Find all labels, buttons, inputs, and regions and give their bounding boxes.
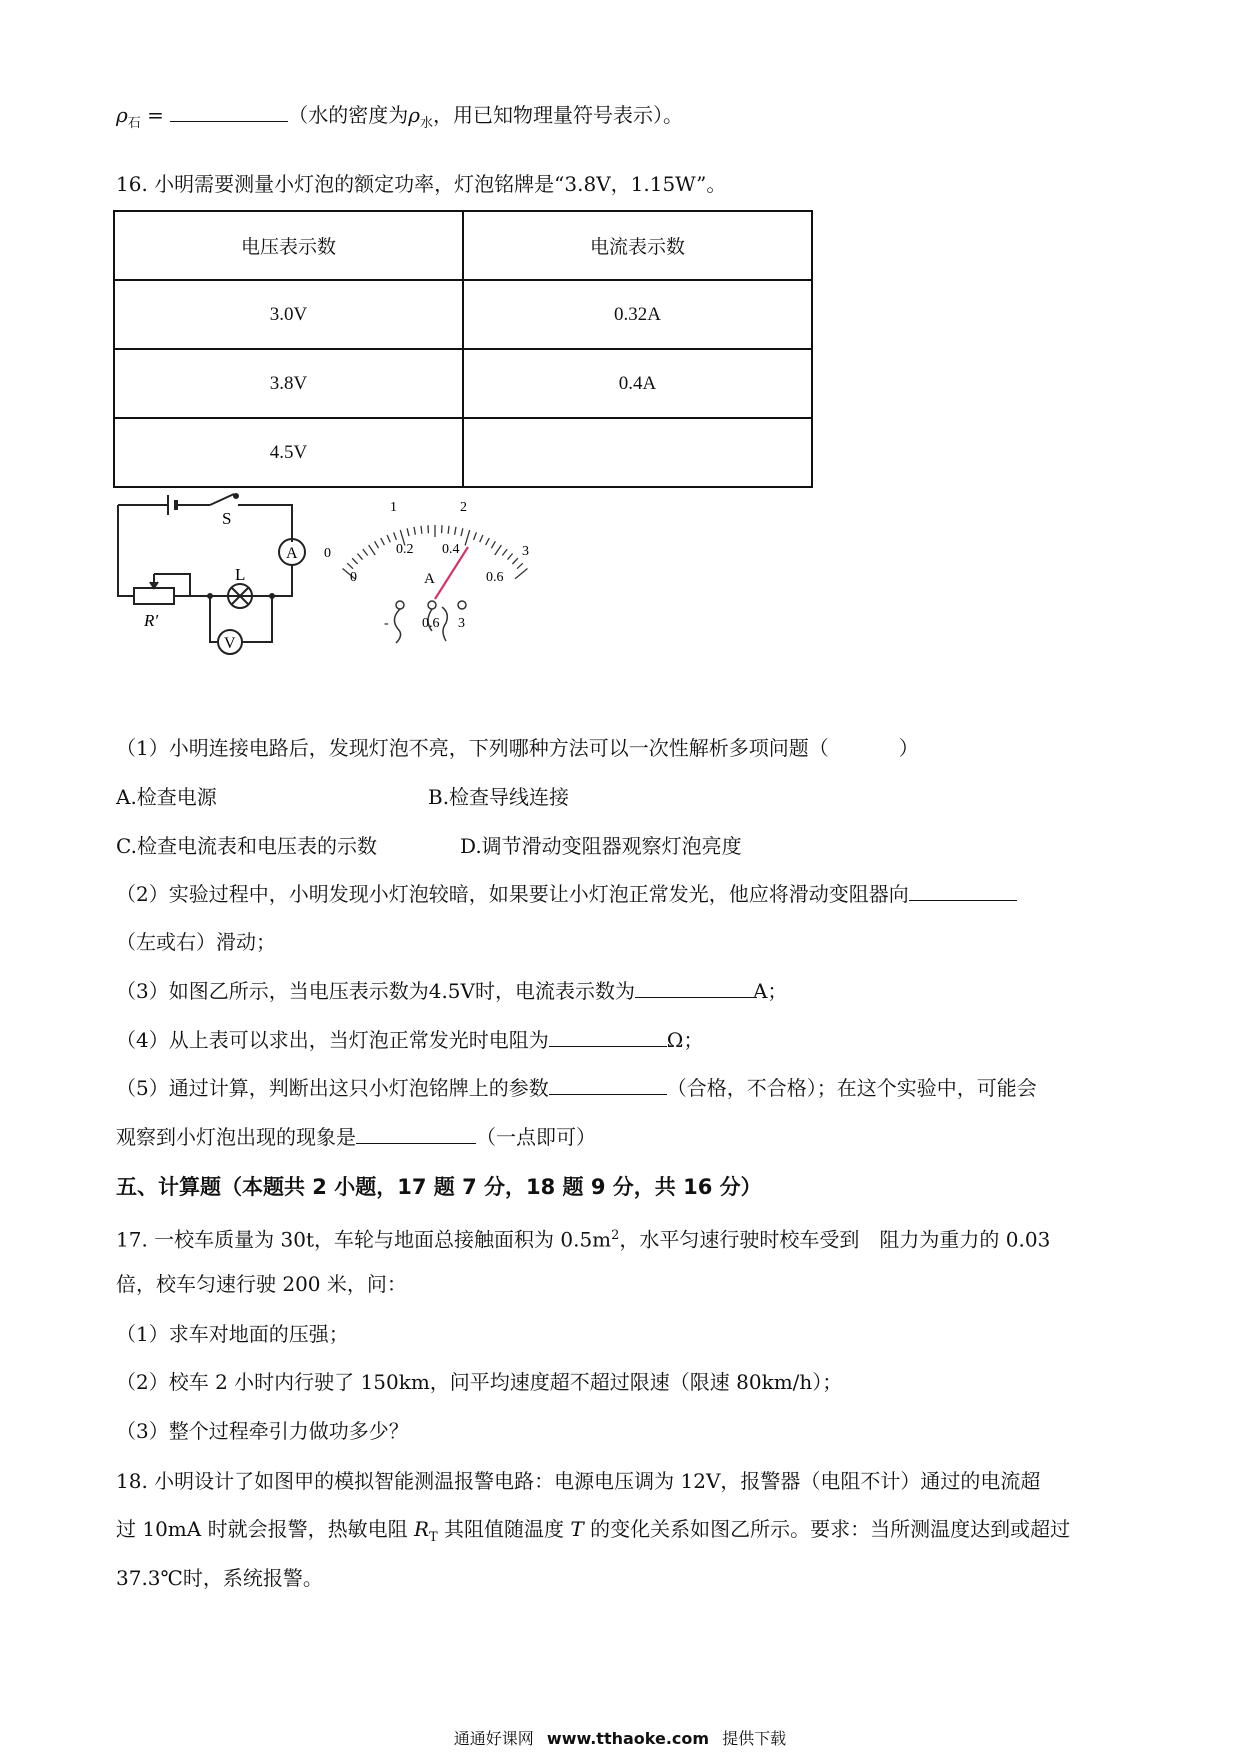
meter-tick [387,535,390,542]
meter-tick [394,532,397,540]
meter-tick [517,563,523,569]
meter-tick [480,535,483,542]
lamp-label: L [235,565,246,584]
q18-line1: 18. 小明设计了如图甲的模拟智能测温报警电路：电源电压调为 12V，报警器（电阻不计）通过的电流超 [116,1469,1041,1493]
q16-part5-text: （5）通过计算，判断出这只小灯泡铭牌上的参数 [116,1076,549,1100]
bottom-scale-0.6: 0.6 [486,570,504,585]
table-row [114,280,812,349]
q18-R-sub: T [429,1530,438,1545]
meter-tick [369,545,376,555]
meter-tick [512,558,518,564]
top-scale-0: 0 [324,546,331,561]
meter-tick [495,545,502,555]
meter-unit: A [424,571,435,587]
option-b: B.检查导线连接 [428,785,570,809]
circuit-diagram [110,490,310,665]
meter-tick [381,538,385,545]
rho-symbol: ρ [116,103,128,127]
terminal-0.6: 0.6 [422,616,440,631]
rho-water-symbol: ρ [408,103,421,127]
footer-url: www.tthaoke.com [546,1729,710,1748]
top-scale-2: 2 [460,500,467,515]
option-d: D.调节滑动变阻器观察灯泡亮度 [460,834,742,858]
meter-tick [474,532,477,540]
bottom-scale-0.2: 0.2 [396,542,414,557]
meter-tick [491,541,495,548]
q16-part1 [116,734,919,762]
q15-text2: ，用已知物理量符号表示）。 [433,103,684,127]
table-row [114,349,812,418]
table-header: 电流表示数 [463,211,812,280]
table-cell: 0.4A [463,349,812,418]
meter-tick [455,527,456,535]
q16-part4-text: （4）从上表可以求出，当灯泡正常发光时电阻为 [116,1028,549,1052]
footer-site: 通通好课网 [453,1729,534,1748]
q16-part1-end: ） [898,736,919,760]
q16-stem: 16. 小明需要测量小灯泡的额定功率，灯泡铭牌是“3.8V，1.15W”。 [116,172,727,196]
q18-text-c: 的变化关系如图乙所示。要求：当所测温度达到或超过 [583,1517,1071,1541]
option-c: C.检查电流表和电压表的示数 [116,834,377,858]
meter-tick [448,526,449,534]
q16-part5b-text: 观察到小灯泡出现的现象是 [116,1125,356,1149]
q17-sub3: （3）整个过程牵引力做功多少？ [116,1419,409,1443]
data-table [113,210,813,488]
q16-part3 [116,977,787,1005]
q16-part5 [116,1074,1037,1102]
answer-blank[interactable] [170,101,288,122]
meter-tick [347,563,353,569]
table-cell: 0.32A [463,280,812,349]
q18-line2 [116,1515,1070,1552]
q18-text-a: 过 10mA 时就会报警，热敏电阻 [116,1517,414,1541]
answer-blank[interactable] [356,1123,476,1144]
table-cell: 4.5V [114,418,463,487]
meter-tick [508,554,513,560]
table-cell: 3.8V [114,349,463,418]
terminal-minus: - [384,616,389,631]
meter-tick [465,530,470,545]
q15-answer-line [116,101,683,138]
terminal-3: 3 [458,616,465,631]
meter-tick [352,558,358,564]
q17-line2: 倍，校车匀速行驶 200 米，问： [116,1272,407,1296]
bottom-scale-0.4: 0.4 [442,542,460,557]
table-header: 电压表示数 [114,211,463,280]
q16-part5b [116,1123,596,1151]
q16-part3-end: A； [752,979,788,1003]
meter-tick [414,527,415,535]
page-footer [0,1726,1240,1749]
meter-tick [363,549,368,555]
section-heading: 五、计算题（本题共 2 小题，17 题 7 分，18 题 9 分，共 16 分） [116,1175,762,1199]
table-cell: 3.0V [114,280,463,349]
bottom-scale-0: 0 [350,570,357,585]
q17-superscript: 2 [611,1228,620,1243]
top-scale-1: 1 [390,500,397,515]
answer-blank[interactable] [549,1026,667,1047]
q16-part4-end: Ω； [666,1028,704,1052]
q16-part5b-end: （一点即可） [476,1125,596,1149]
switch-label: S [222,509,232,528]
q16-part3-text: （3）如图乙所示，当电压表示数为4.5V时，电流表示数为 [116,979,635,1003]
meter-tick [515,569,527,579]
table-row [114,418,812,487]
top-scale-3: 3 [522,544,529,559]
q16-part2 [116,880,1017,908]
q18-T: T [570,1517,584,1541]
ammeter-dial [320,495,550,650]
ammeter-label: A [286,545,298,562]
q16-part5-mid: （合格，不合格）；在这个实验中，可能会 [666,1076,1037,1100]
q18-text-b: 其阻值随温度 [437,1517,571,1541]
voltmeter-label: V [224,635,236,652]
meter-tick [375,541,379,548]
meter-tick [461,528,463,536]
q16-part2-text: （2）实验过程中，小明发现小灯泡较暗，如果要让小灯泡正常发光，他应将滑动变阻器向 [116,882,909,906]
answer-blank[interactable] [549,1074,667,1095]
q16-part1-text: （1）小明连接电路后，发现灯泡不亮，下列哪种方法可以一次性解析多项问题（ [116,736,829,760]
table-header-row [114,211,812,280]
table-cell [463,418,812,487]
q18-line3: 37.3℃时，系统报警。 [116,1566,323,1590]
q16-part4 [116,1026,703,1054]
meter-tick [421,526,422,534]
q17-line1 [116,1222,1050,1254]
q17-text-a: 17. 一校车质量为 30t，车轮与地面总接触面积为 0.5m [116,1227,612,1252]
rho-stone-subscript: 石 [127,116,141,131]
q17-sub1: （1）求车对地面的压强； [116,1322,349,1346]
meter-tick [502,549,507,555]
q17-text-b: ，水平匀速行驶时校车受到 阻力为重力的 0.03 [619,1227,1051,1252]
rho-water-subscript: 水 [420,116,434,131]
meter-tick [486,538,490,545]
q16-part2b: （左或右）滑动； [116,930,276,954]
footer-tail: 提供下载 [722,1729,787,1748]
q18-R: R [413,1517,429,1541]
option-a: A.检查电源 [116,785,217,809]
meter-tick [357,554,362,560]
answer-blank[interactable] [635,977,753,998]
equals-sign: = [140,103,171,127]
q17-sub2: （2）校车 2 小时内行驶了 150km，问平均速度超不超过限速（限速 80km/h）； [116,1370,843,1394]
answer-blank[interactable] [909,880,1017,901]
q15-text1: （水的密度为 [288,103,409,127]
meter-tick [407,528,409,536]
rheostat-label: R′ [144,611,159,630]
